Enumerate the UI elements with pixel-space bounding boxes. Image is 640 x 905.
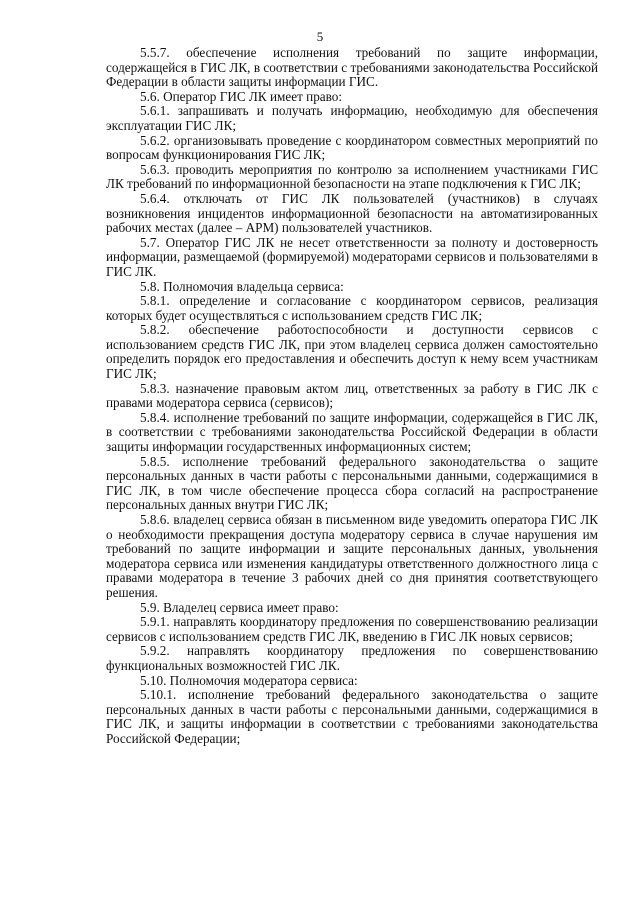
paragraph-5-8-5: 5.8.5. исполнение требований федерального законодательства о защите персональных данных в части работы с персональными данными, содержащимися в ГИС ЛК, в том числе обеспечение процесса сбора согласий на распространение персональных данных внутри ГИС ЛК; bbox=[106, 453, 598, 513]
paragraph-5-6: 5.6. Оператор ГИС ЛК имеет право: bbox=[140, 88, 343, 104]
paragraph-5-6-1: 5.6.1. запрашивать и получать информацию, необходимую для обеспечения эксплуатации ГИС ЛК; bbox=[106, 103, 598, 133]
paragraph-5-8-4: 5.8.4. исполнение требований по защите информации, содержащейся в ГИС ЛК, в соответствии с требованиями законодательства Российской Федерации в области защиты информации государственных информационных систем; bbox=[106, 409, 598, 455]
paragraph-5-6-2: 5.6.2. организовывать проведение с координатором совместных мероприятий по вопросам функционирования ГИС ЛК; bbox=[106, 132, 598, 163]
paragraph-5-7: 5.7. Оператор ГИС ЛК не несет ответственности за полноту и достоверность информации, размещаемой (формируемой) модераторами сервисов и пользователями в ГИС ЛК. bbox=[106, 234, 598, 279]
paragraph-5-9-1: 5.9.1. направлять координатору предложения по совершенствованию реализации сервисов с использованием средств ГИС ЛК, введению в ГИС ЛК новых сервисов; bbox=[106, 614, 598, 644]
paragraph-5-8: 5.8. Полномочия владельца сервиса: bbox=[140, 278, 344, 294]
paragraph-5-9-2: 5.9.2. направлять координатору предложения по совершенствованию функциональных возможностей ГИС ЛК. bbox=[106, 643, 598, 673]
paragraph-5-8-3: 5.8.3. назначение правовым актом лиц, ответственных за работу в ГИС ЛК с правами модератора сервиса (сервисов); bbox=[106, 380, 598, 411]
paragraph-5-10: 5.10. Полномочия модератора сервиса: bbox=[140, 672, 358, 688]
document-body bbox=[106, 46, 598, 747]
paragraph-5-8-1: 5.8.1. определение и согласование с координатором сервисов, реализация которых будет осуществляться с использованием средств ГИС ЛК; bbox=[106, 293, 598, 323]
paragraph-5-9: 5.9. Владелец сервиса имеет право: bbox=[140, 599, 339, 615]
paragraph-5-8-6: 5.8.6. владелец сервиса обязан в письменном виде уведомить оператора ГИС ЛК о необходимости прекращения доступа модератору сервиса в случае нарушения им требований по защите информации и защите персональных данных, увольнения модератора сервиса или изменения кандидатуры ответственного должностного лица с правами модератора в течение 3 рабочих дней со дня принятия соответствующего решения. bbox=[106, 512, 598, 600]
paragraph-5-8-2: 5.8.2. обеспечение работоспособности и доступности сервисов с использованием средств ГИС ЛК, при этом владелец сервиса должен самостоятельно определить порядок его предоставления и обеспечить доступ к нему всем участникам ГИС ЛК; bbox=[106, 322, 598, 382]
paragraph-5-5-7: 5.5.7. обеспечение исполнения требований по защите информации, содержащейся в ГИС ЛК, в соответствии с требованиями законодательства Российской Федерации в области защиты информации ГИС. bbox=[106, 45, 598, 90]
paragraph-5-6-4: 5.6.4. отключать от ГИС ЛК пользователей (участников) в случаях возникновения инцидентов информационной безопасности на автоматизированных рабочих местах (далее – АРМ) пользователей участников. bbox=[106, 190, 598, 236]
page-number: 5 bbox=[316, 29, 324, 44]
paragraph-5-10-1: 5.10.1. исполнение требований федерального законодательства о защите персональных данных в части работы с персональными данными, содержащимися в ГИС ЛК, и защиты информации в соответствии с требованиями законодательства Российской Федерации; bbox=[106, 687, 598, 746]
paragraph-5-6-3: 5.6.3. проводить мероприятия по контролю за исполнением участниками ГИС ЛК требований по информационной безопасности на этапе подключения к ГИС ЛК; bbox=[106, 161, 598, 192]
